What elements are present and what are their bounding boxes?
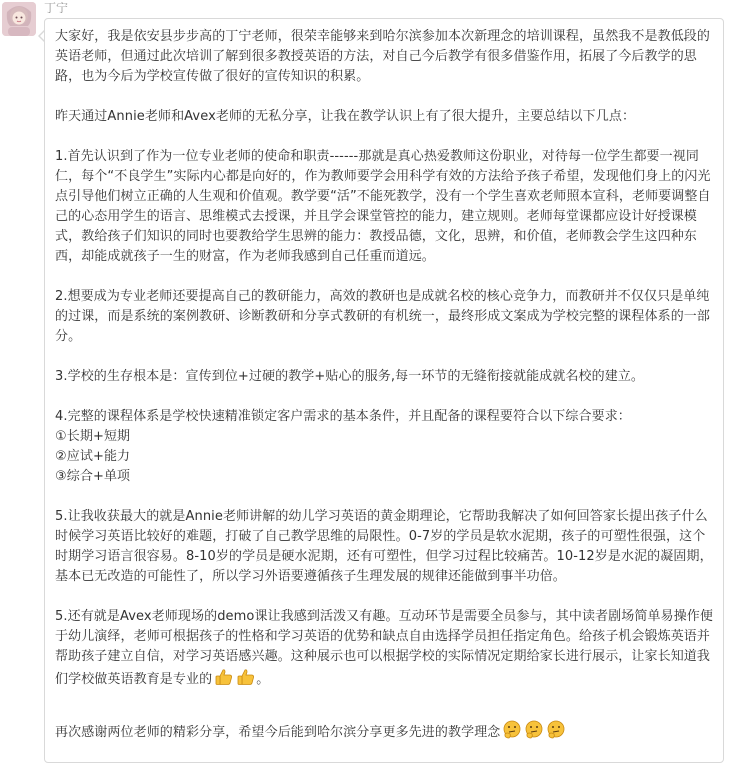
thumbs-up-icon	[214, 667, 234, 687]
paragraph-point-5b	[55, 607, 715, 690]
sender-name: 丁宁	[44, 1, 69, 15]
list-item: ③综合+单项	[55, 469, 131, 484]
paragraph-gap	[55, 267, 715, 287]
paragraph-gap	[55, 387, 715, 407]
thinking-face-icon	[502, 720, 522, 740]
paragraph-gap	[55, 487, 715, 507]
paragraph-point-3: 3.学校的生存根本是：宣传到位+过硬的教学+贴心的服务,每一环节的无缝衔接就能成就名校的建立。	[55, 369, 645, 384]
thinking-face-icon	[546, 720, 566, 740]
paragraph-summary-intro: 昨天通过Annie老师和Avex老师的无私分享，让我在教学认识上有了很大提升，主要总结以下几点：	[55, 109, 636, 124]
avatar-image	[2, 2, 36, 36]
paragraph-gap	[55, 587, 715, 607]
paragraph-closing	[55, 720, 715, 743]
avatar[interactable]	[2, 2, 36, 36]
paragraph-gap	[55, 690, 715, 720]
paragraph-gap	[55, 127, 715, 147]
paragraph-point-5: 5.让我收获最大的就是Annie老师讲解的幼儿学习英语的黄金期理论，它帮助我解决了如何回答家长提出孩子什么时候学习英语比较好的难题，打破了自己教学思维的局限性。0-7岁的学员是软水泥期，孩子的可塑性很强，这个时期学习语言很容易。8-10岁的学员是硬水泥期，还有可塑性，但学习过程比较痛苦。10-12岁是水泥的凝固期，基本已无改造的可能性了，所以学习外语要遵循孩子生理发展的规律还能做到事半功倍。	[55, 509, 713, 584]
list-item: ①长期+短期	[55, 429, 131, 444]
paragraph-point-2: 2.想要成为专业老师还要提高自己的教研能力，高效的教研也是成就名校的核心竞争力，而教研并不仅仅只是单纯的过课，而是系统的案例教研、诊断教研和分享式教研的有机统一，最终形成文案成为学校完整的课程体系的一部分。	[55, 289, 711, 344]
thinking-face-icon	[524, 720, 544, 740]
paragraph-point-5b-tail: 。	[256, 672, 270, 687]
paragraph-gap	[55, 87, 715, 107]
paragraph-point-1: 1.首先认识到了作为一位专业老师的使命和职责------那就是真心热爱教师这份职业，对待每一位学生都要一视同仁，每个“不良学生”实际内心都是向好的，作为教师要学会用科学有效的方法给予孩子希望，发现他们身上的闪光点引导他们树立正确的人生观和价值观。教学要“活”不能死教学，没有一个学生喜欢老师照本宣科，老师要调整自己的心态用学生的语言、思维模式去授课，并且学会课堂管控的能力，建立规则。老师每堂课都应设计好授课模式，教给孩子们知识的同时也要教给学生思辨的能力：教授品德，文化，思辨，和价值，老师教会学生这四种东西，却能成就孩子一生的财富，作为老师我感到自己任重而道远。	[55, 149, 711, 264]
thumbs-up-icon	[236, 667, 256, 687]
paragraph-intro: 大家好，我是依安县步步高的丁宁老师，很荣幸能够来到哈尔滨参加本次新理念的培训课程，虽然我不是教低段的英语老师，但通过此次培训了解到很多教授英语的方法，对自己今后教学有很多借鉴作用，拓展了今后教学的思路，也为今后为学校宣传做了很好的宣传知识的积累。	[55, 29, 711, 84]
paragraph-closing-text: 再次感谢两位老师的精彩分享，希望今后能到哈尔滨分享更多先进的教学理念	[55, 725, 501, 740]
paragraph-point-5b-text: 5.还有就是Avex老师现场的demo课让我感到活泼又有趣。互动环节是需要全员参与，其中读者剧场简单易操作便于幼儿演绎，老师可根据孩子的性格和学习英语的优势和缺点自由选择学员担任指定角色。给孩子机会锻炼英语并帮助孩子建立自信，对学习英语感兴趣。这种展示也可以根据学校的实际情况定期给家长进行展示，让家长知道我们学校做英语教育是专业的	[55, 609, 713, 687]
list-item: ②应试+能力	[55, 449, 131, 464]
paragraph-gap	[55, 347, 715, 367]
paragraph-point-4: 4.完整的课程体系是学校快速精准锁定客户需求的基本条件，并且配备的课程要符合以下综合要求：	[55, 409, 631, 424]
message-bubble[interactable]	[44, 18, 724, 763]
